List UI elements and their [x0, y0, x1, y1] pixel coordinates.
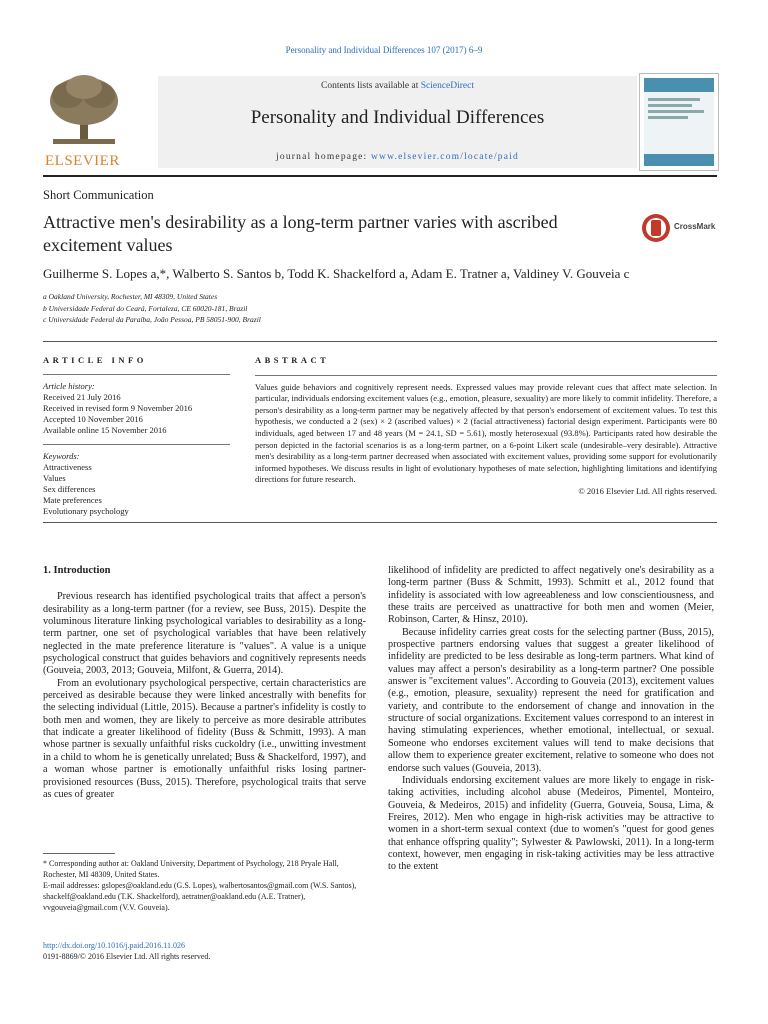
journal-reference[interactable]: Personality and Individual Differences 107 (2017) 6–9 [285, 45, 483, 55]
masthead [43, 73, 717, 171]
doi-link[interactable]: http://dx.doi.org/10.1016/j.paid.2016.11.026 [43, 941, 185, 950]
article-info-rule [43, 374, 230, 375]
affiliation-a: a Oakland University, Rochester, MI 48309, United States [43, 292, 218, 301]
elsevier-logo [43, 73, 125, 171]
article-title: Attractive men's desirability as a long-term partner varies with ascribed excitement values [43, 212, 558, 255]
keywords-label: Keywords: [43, 451, 80, 461]
affiliations [43, 291, 443, 326]
contents-prefix: Contents lists available at [320, 81, 421, 91]
journal-title: Personality and Individual Differences [250, 107, 545, 128]
journal-banner [158, 76, 637, 168]
article-info-heading: ARTICLE INFO [43, 355, 147, 365]
right-column [388, 565, 714, 874]
body-paragraph: Individuals endorsing excitement values are more likely to engage in risk-taking activities, including alcohol abuse (Medeiros, Pimentel, Monteiro, Gouveia, & Medeiros, 2015) and infidelity (Guerra, Gouveia, Sousa, Lima, & Freires, 2012). Men who engage in high-risk activities may be attractive to women in a short-term sexual context (due to women's "quest for good genes that enhance offspring quality"; Sylwester & Pawlowski, 2011). In a long-term context, however, men engaging in risk-taking activities may be less attractive to the extent [388, 774, 714, 873]
crossmark-icon [641, 213, 671, 243]
footnotes [43, 858, 373, 913]
elsevier-tree-icon [43, 73, 125, 153]
abstract-text: Values guide behaviors and cognitively represent needs. Expressed values may provide relevant cues that affect mate selection. In particular, individuals endorsing excitement values (e.g., emotion, pleasure, sexuality) are more likely to commit infidelity. Therefore, a person's desirability as a long-term partner may be negatively affected by that person's endorsement of excitement values. To test this hypothesis, we conducted a 2 (sex) × 2 (ascribed values) × 2 (facial attractiveness) factorial design experiment. Participants were 80 individuals, aged between 17 and 48 years (M = 24.1, SD = 5.61), mostly heterosexual (93.8%). Participants rated how desirable the person depicted in the factorial scenarios is as a long-term partner, on a 6-point Likert scale (undesirable–very desirable). Attractive men's desirability as a long-term partner decreased when associated with excitement values, providing some support for evolutionarily informed hypotheses. We discuss results in light of evolutionary hypotheses of mate selection, highlighting limitations and identifying directions for future research. [255, 381, 717, 485]
body-paragraph: Because infidelity carries great costs for the selecting partner (Buss, 2015), prospective partners endorsing values that suggest a greater likelihood of infidelity are predicted to be less desirable as long-term partners. What kind of values may affect a person's desirability as a long-term partner? One possible answer is "excitement values". According to Gouveia (2013), excitement values (e.g., emotion, pleasure, sexuality) represent the need for gratification and variety, and contribute to the endorsement of change and innovation in the structure of social organizations. Excitement values correspond to an interest in having stimulating experiences, whether emotional, intellectual, or sexual. Someone who endorses excitement values will tend to make decisions that allow them to experience greater excitement, relative to someone who does not endorse such values (Gouveia, 2013). [388, 626, 714, 774]
history-label: Article history: [43, 381, 95, 391]
affiliation-b: b Universidade Federal do Ceará, Fortaleza, CE 60020-181, Brazil [43, 303, 248, 313]
body-paragraph: Previous research has identified psychological traits that affect a person's desirability as a long-term partner (for a review, see Buss, 2015). Despite the voluminous literature linking psychological variables to desirability as a long-term partner, one set of psychological variables that have been relatively neglected in the mate preference literature is "values". A value is a unique psychological construct that guides behaviors and cognitively represents needs (Gouveia, 2003, 2013; Gouveia, Milfont, & Guerra, 2014). [43, 591, 366, 677]
keyword-item: Evolutionary psychology [43, 506, 129, 516]
corresponding-author-note: * Corresponding author at: Oakland University, Department of Psychology, 218 Pryale Hall, Rochester, MI 48309, United States. [43, 859, 339, 879]
cover-image-icon [640, 74, 718, 170]
journal-cover-thumbnail[interactable] [639, 73, 719, 171]
affiliation-c: c Universidade Federal da Paraíba, João Pessoa, PB 58051-900, Brazil [43, 315, 261, 324]
doi-block [43, 940, 210, 962]
abstract-heading: ABSTRACT [255, 355, 330, 365]
history-received: Received 21 July 2016 [43, 392, 121, 402]
keyword-item: Values [43, 473, 66, 483]
keywords-rule [43, 444, 230, 445]
history-online: Available online 15 November 2016 [43, 425, 167, 435]
history-revised: Received in revised form 9 November 2016 [43, 403, 193, 413]
journal-homepage [158, 152, 637, 162]
section-rule [43, 341, 717, 342]
keyword-item: Attractiveness [43, 462, 92, 472]
left-column [43, 565, 366, 801]
contents-line [158, 81, 637, 91]
issn-line: 0191-8869/© 2016 Elsevier Ltd. All rights reserved. [43, 952, 211, 961]
homepage-prefix: journal homepage: [276, 152, 371, 162]
keyword-item: Mate preferences [43, 495, 102, 505]
article-info-panel [43, 355, 230, 517]
crossmark-label: CrossMark [674, 222, 716, 231]
email-addresses[interactable]: E-mail addresses: gslopes@oakland.edu (G.S. Lopes), walbertosantos@gmail.com (W.S. Santos), shackelf@oakland.edu (T.K. Shackelford), aetratner@oakland.edu (A.E. Tratner), vvgouveia@gmail.com (V.V. Gouveia). [43, 881, 357, 912]
abstract-panel [255, 355, 717, 498]
publisher-name: ELSEVIER [45, 153, 120, 169]
homepage-link[interactable]: www.elsevier.com/locate/paid [370, 152, 519, 162]
intro-heading: 1. Introduction [43, 565, 111, 576]
article-type: Short Communication [43, 188, 154, 202]
abstract-bottom-rule [43, 522, 717, 523]
author-list: Guilherme S. Lopes a,*, Walberto S. Santos b, Todd K. Shackelford a, Adam E. Tratner a, Valdiney V. Gouveia c [43, 266, 630, 281]
footnote-rule [43, 853, 115, 854]
crossmark-badge[interactable] [641, 213, 719, 243]
abstract-rule [255, 375, 717, 376]
body-paragraph: likelihood of infidelity are predicted to affect negatively one's desirability as a long-term partner (Buss & Schmitt, 1993). Schmitt et al., 2012 found that infidelity is associated with low agreeableness and low conscientiousness, and these traits are perceived as unattractive for both men and women (Meier, Robinson, Carter, & Hinsz, 2010). [388, 565, 714, 626]
sciencedirect-link[interactable]: ScienceDirect [420, 81, 474, 91]
keyword-item: Sex differences [43, 484, 96, 494]
header-rule [43, 175, 717, 177]
history-accepted: Accepted 10 November 2016 [43, 414, 143, 424]
body-paragraph: From an evolutionary psychological perspective, certain characteristics are perceived as desirable because they were linked ancestrally with benefits for the selecting individual (Little, 2015). Because a partner's infidelity is costly to both men and women, they are likely to perceive as more desirable attributes that indicate a greater likelihood of fidelity (Buss & Schmitt, 1993). A man whose partner is sexually unfaithful risks cuckoldry (i.e., unwitting investment in a child to whom he is genetically unrelated; Buss & Shackelford, 1997), and a woman whose partner is emotionally unfaithful risks losing partner-provisioned resources (Buss, 2015). Therefore, psychological traits that serve as cues of greater [43, 677, 366, 800]
abstract-copyright: © 2016 Elsevier Ltd. All rights reserved. [578, 485, 717, 496]
